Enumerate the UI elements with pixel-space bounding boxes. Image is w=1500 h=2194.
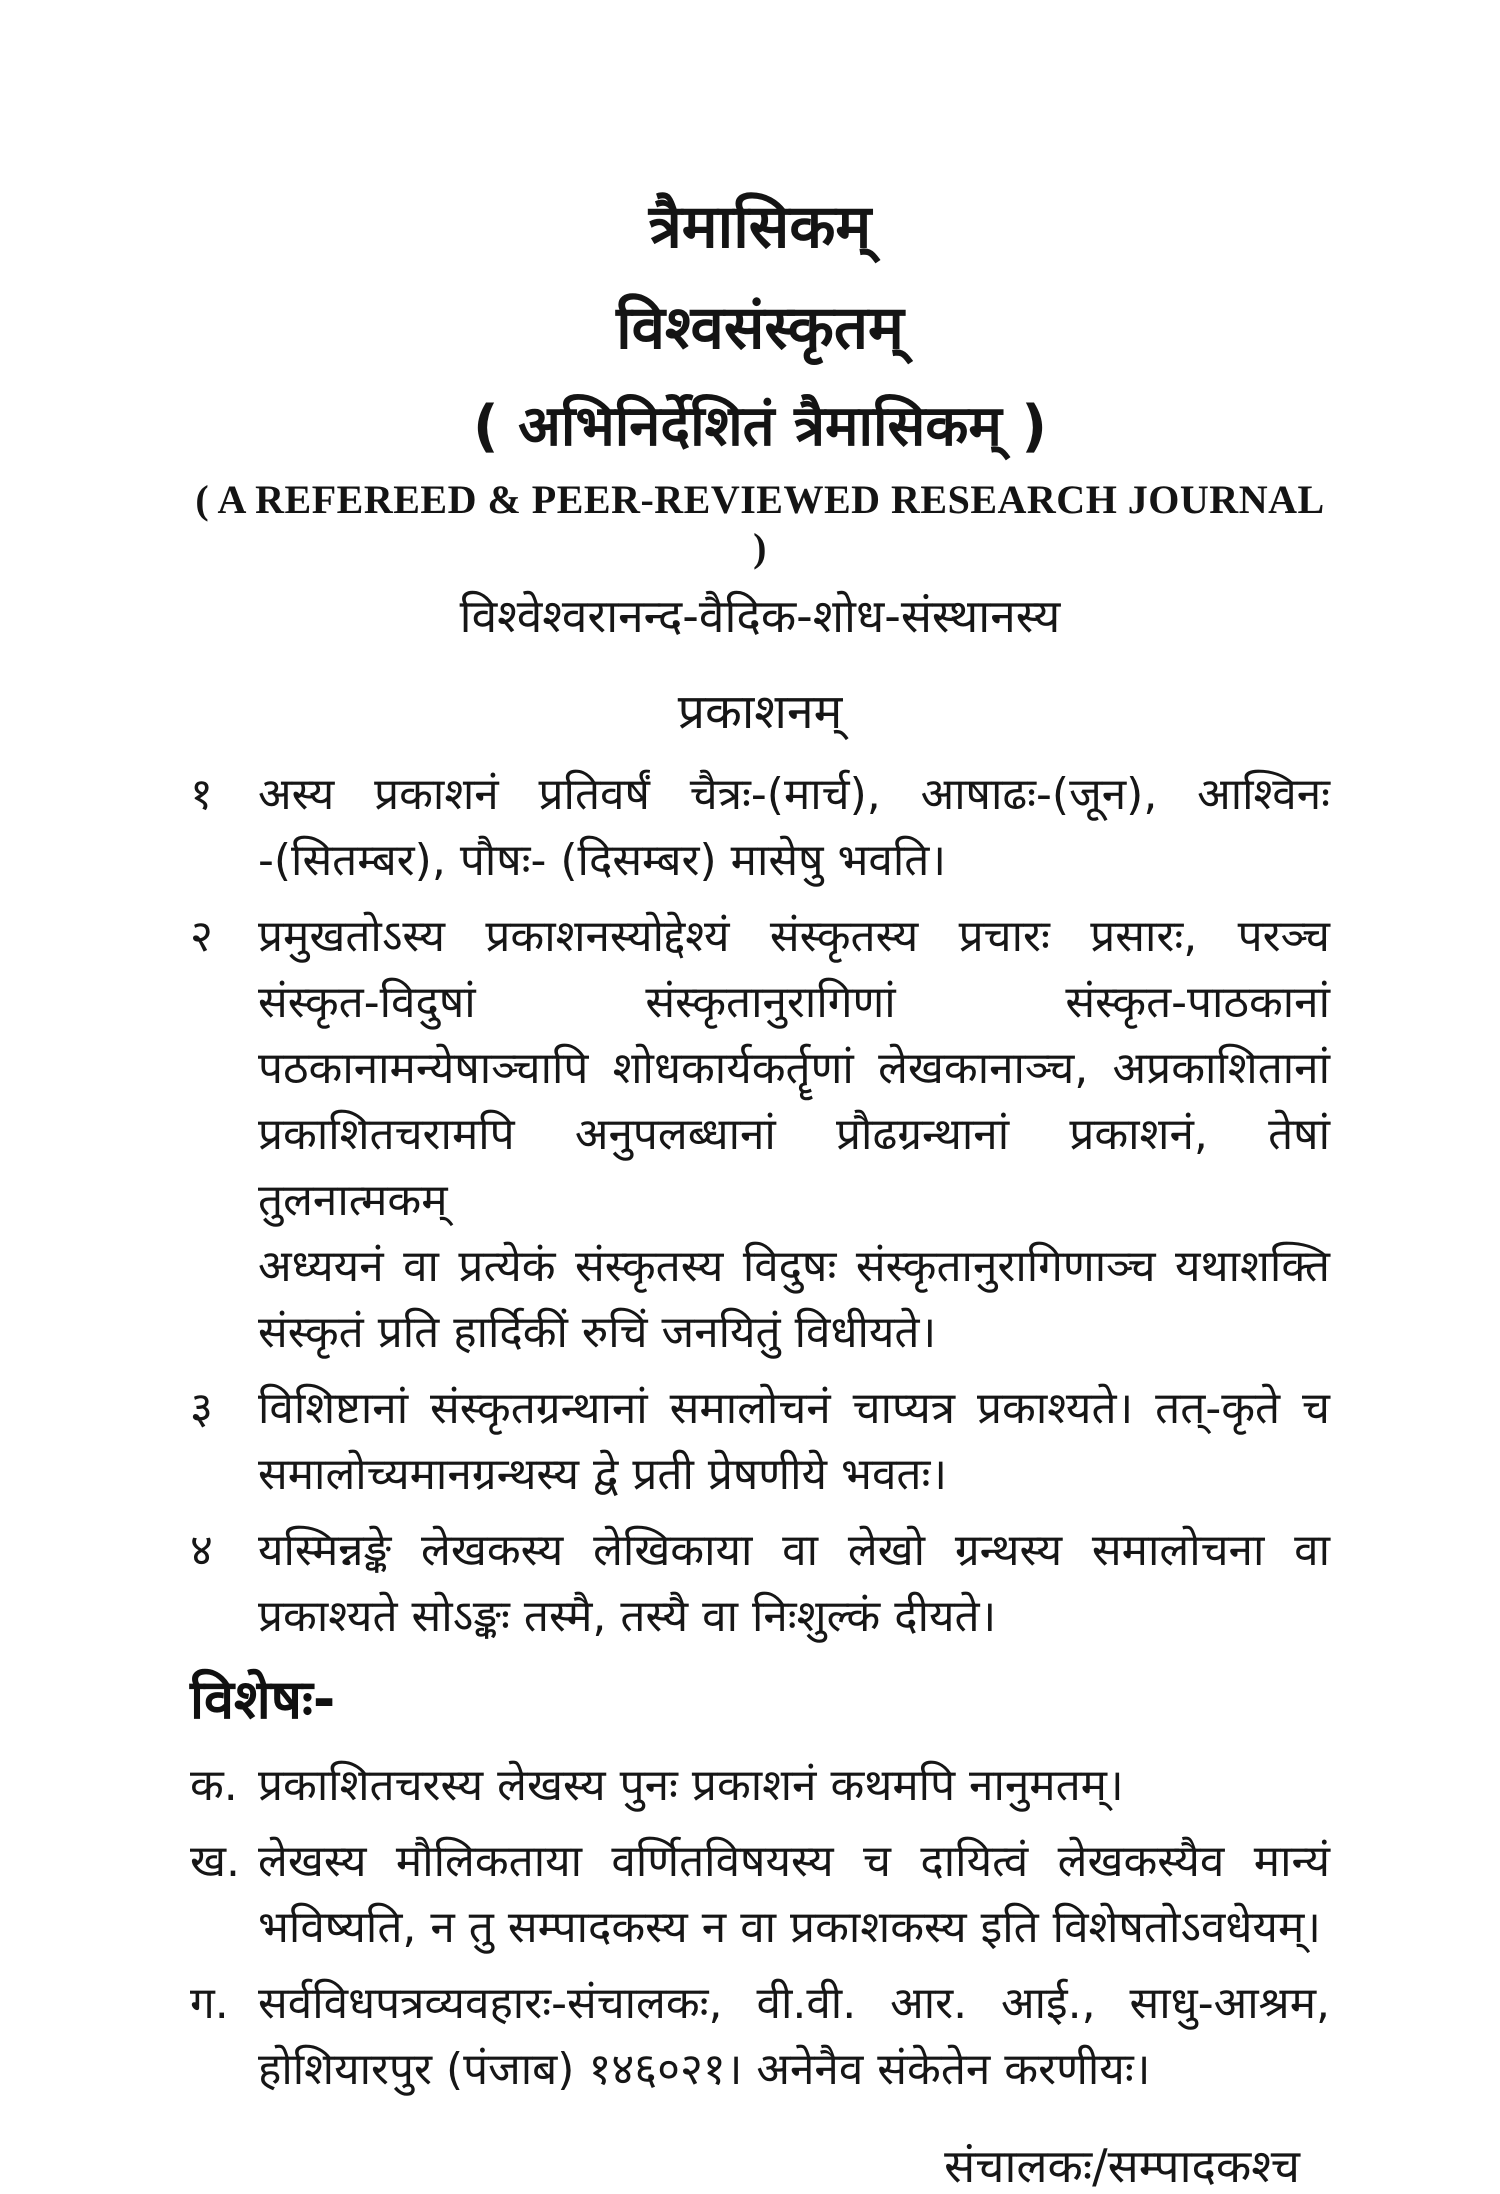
text-line: प्रमुखतोऽस्य प्रकाशनस्योद्देश्यं संस्कृतस्य प्रचारः प्रसारः, परञ्च (258, 910, 1330, 962)
text-line: पठकानामन्येषाञ्चापि शोधकार्यकर्तॄणां लेखकानाञ्च, अप्रकाशितानां (258, 1042, 1330, 1094)
text-line: प्रकाशितचरामपि अनुपलब्धानां प्रौढग्रन्थानां प्रकाशनं, तेषां तुलनात्मकम् (258, 1108, 1330, 1226)
text-line: अस्य प्रकाशनं प्रतिवर्षं चैत्रः-(मार्च), आषाढः-(जून), आश्विनः (258, 768, 1330, 820)
subtitle-english: ( A REFEREED & PEER-REVIEWED RESEARCH JOURNAL ) (195, 477, 1325, 570)
item-text (258, 1518, 1330, 1650)
section-heading-publication: प्रकाशनम् (677, 683, 843, 740)
list-item (190, 1376, 1330, 1508)
item-text (258, 1376, 1330, 1508)
text-line: होशियारपुर (पंजाब) १४६०२१। अनेनैव संकेतेन करणीयः। (258, 2044, 1151, 2095)
item-number: ४ (190, 1524, 213, 1576)
text-line: संस्कृत-विदुषां संस्कृतानुरागिणां संस्कृत-पाठकानां (258, 976, 1330, 1028)
text-line: समालोच्यमानग्रन्थस्य द्वे प्रती प्रेषणीये भवतः। (258, 1448, 948, 1500)
text-line: संस्कृतं प्रति हार्दिकीं रुचिं जनयितुं विधीयते। (258, 1306, 937, 1358)
item-text (258, 1829, 1330, 1961)
item-text (258, 1753, 1330, 1819)
text-line: सर्वविधपत्रव्यवहारः-संचालकः, वी.वी. आर. आई., साधु-आश्रम, (258, 1978, 1330, 2029)
list-item (190, 904, 1330, 1366)
list-item (190, 1971, 1330, 2103)
item-text (258, 904, 1330, 1366)
masthead-designated-line: ( अभिनिर्देशितं त्रैमासिकम् ) (473, 394, 1047, 459)
lettered-items-list (190, 1753, 1330, 2103)
masthead-quarterly-line: त्रैमासिकम् (648, 192, 872, 262)
journal-title: विश्वसंस्कृतम् (616, 293, 904, 363)
list-item (190, 762, 1330, 894)
item-letter: ग. (190, 1978, 229, 2029)
text-line: लेखस्य मौलिकताया वर्णितविषयस्य च दायित्वं लेखकस्यैव मान्यं (258, 1836, 1330, 1887)
item-text (258, 1971, 1330, 2103)
text-line: प्रकाशितचरस्य लेखस्य पुनः प्रकाशनं कथमपि नानुमतम्। (258, 1760, 1124, 1811)
item-text (258, 762, 1330, 894)
special-heading: विशेषः- (190, 1667, 336, 1731)
text-line: भविष्यति, न तु सम्पादकस्य न वा प्रकाशकस्य इति विशेषतोऽवधेयम्। (258, 1902, 1321, 1953)
text-line: विशिष्टानां संस्कृतग्रन्थानां समालोचनं चाप्यत्र प्रकाश्यते। तत्-कृते च (258, 1382, 1330, 1434)
institute-name-line: विश्वेश्वरानन्द-वैदिक-शोध-संस्थानस्य (459, 589, 1061, 643)
item-letter: ख. (190, 1836, 240, 1887)
text-line: अध्ययनं वा प्रत्येकं संस्कृतस्य विदुषः संस्कृतानुरागिणाञ्च यथाशक्ति (258, 1240, 1330, 1292)
list-item (190, 1753, 1330, 1819)
item-letter: क. (190, 1760, 238, 1811)
text-line: यस्मिन्नङ्के लेखकस्य लेखिकाया वा लेखो ग्रन्थस्य समालोचना वा (258, 1524, 1330, 1576)
item-number: २ (190, 910, 213, 962)
list-item (190, 1829, 1330, 1961)
text-line: -(सितम्बर), पौषः- (दिसम्बर) मासेषु भवति। (258, 834, 947, 886)
numbered-items-list (190, 762, 1330, 1650)
item-number: ३ (190, 1382, 213, 1434)
list-item (190, 1518, 1330, 1650)
text-line: प्रकाश्यते सोऽङ्कः तस्मै, तस्यै वा निःशुल्कं दीयते। (258, 1590, 997, 1642)
item-number: १ (190, 768, 213, 820)
signature-line: संचालकः/सम्पादकश्च (944, 2139, 1300, 2193)
